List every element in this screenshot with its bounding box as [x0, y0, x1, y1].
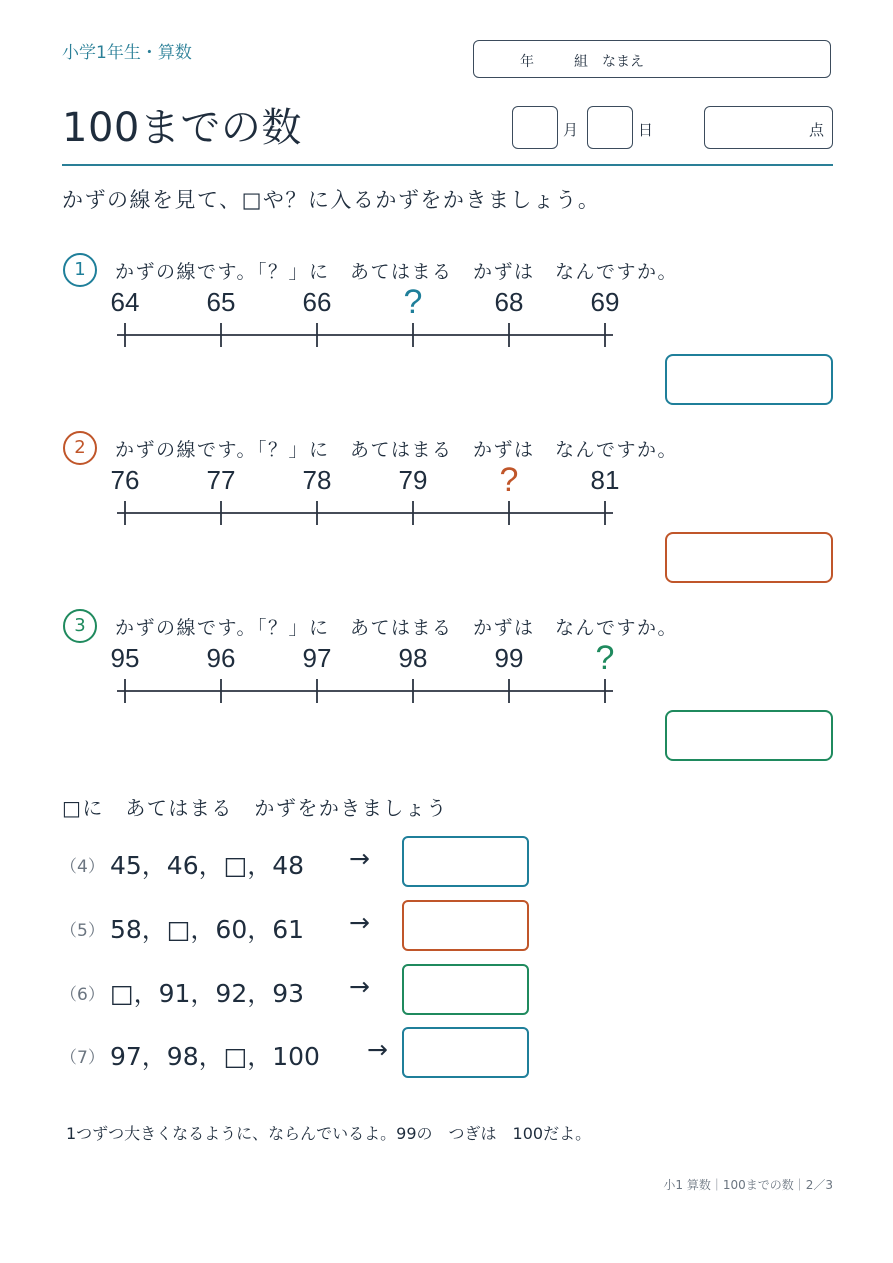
tick-label: 76	[110, 465, 140, 495]
tick-label: 79	[398, 465, 428, 495]
tick-label: 95	[110, 643, 140, 673]
arrow-icon: →	[349, 908, 370, 937]
page-footer: 小1 算数｜100までの数｜2／3	[663, 1178, 833, 1192]
tick-label: 98	[398, 643, 428, 673]
day-label: 日	[638, 121, 654, 139]
item-number: （4）	[60, 857, 105, 877]
month-input-box[interactable]	[512, 106, 558, 149]
section2-title: □に あてはまる かずをかきましょう	[62, 796, 448, 820]
item-number: （6）	[60, 985, 105, 1005]
year-label: 年	[520, 54, 534, 70]
name-field[interactable]	[473, 40, 831, 78]
question-text: かずの線です。「？」に あてはまる かずは なんですか。	[115, 617, 678, 639]
number-sequence: 97，98，□，100	[110, 1042, 320, 1071]
page-title: 100までの数	[62, 105, 302, 151]
arrow-icon: →	[367, 1035, 388, 1064]
tick-label: 64	[110, 287, 140, 317]
tick-label: 68	[494, 287, 524, 317]
score-label: 点	[808, 121, 824, 139]
answer-box[interactable]	[402, 836, 529, 887]
question-text: かずの線です。「？」に あてはまる かずは なんですか。	[115, 439, 678, 461]
tick-label: 65	[206, 287, 236, 317]
tick-label: 78	[302, 465, 332, 495]
instruction-text: かずの線を見て、□や？に入るかずをかきましょう。	[62, 188, 601, 212]
hint-note: 1つずつ大きくなるように、ならんでいるよ。99の つぎは 100だよ。	[66, 1124, 592, 1143]
arrow-icon: →	[349, 844, 370, 873]
answer-box[interactable]	[665, 354, 833, 405]
day-input-box[interactable]	[587, 106, 633, 149]
unknown-marker: ?	[595, 639, 615, 677]
answer-box[interactable]	[402, 1027, 529, 1078]
arrow-icon: →	[349, 972, 370, 1001]
unknown-marker: ?	[499, 461, 519, 499]
answer-box[interactable]	[665, 710, 833, 761]
item-number: （5）	[60, 921, 105, 941]
question-text: かずの線です。「？」に あてはまる かずは なんですか。	[115, 261, 678, 283]
number-sequence: □，91，92，93	[110, 979, 305, 1008]
tick-label: 97	[302, 643, 332, 673]
answer-box[interactable]	[665, 532, 833, 583]
answer-box[interactable]	[402, 900, 529, 951]
number-sequence: 45，46，□，48	[110, 851, 305, 880]
tick-label: 77	[206, 465, 236, 495]
answer-box[interactable]	[402, 964, 529, 1015]
number-sequence: 58，□，60，61	[110, 915, 305, 944]
tick-label: 96	[206, 643, 236, 673]
unknown-marker: ?	[403, 283, 423, 321]
tick-label: 69	[590, 287, 620, 317]
item-number: （7）	[60, 1048, 105, 1068]
header-divider	[62, 164, 833, 166]
question-number: 2	[63, 431, 97, 465]
tick-label: 81	[590, 465, 620, 495]
score-box[interactable]	[704, 106, 833, 149]
tick-label: 66	[302, 287, 332, 317]
month-label: 月	[563, 121, 579, 139]
class-label: 組	[574, 54, 588, 70]
question-number: 1	[63, 253, 97, 287]
question-number: 3	[63, 609, 97, 643]
name-label: なまえ	[602, 54, 644, 70]
tick-label: 99	[494, 643, 524, 673]
grade-label: 小学1年生・算数	[62, 43, 192, 63]
